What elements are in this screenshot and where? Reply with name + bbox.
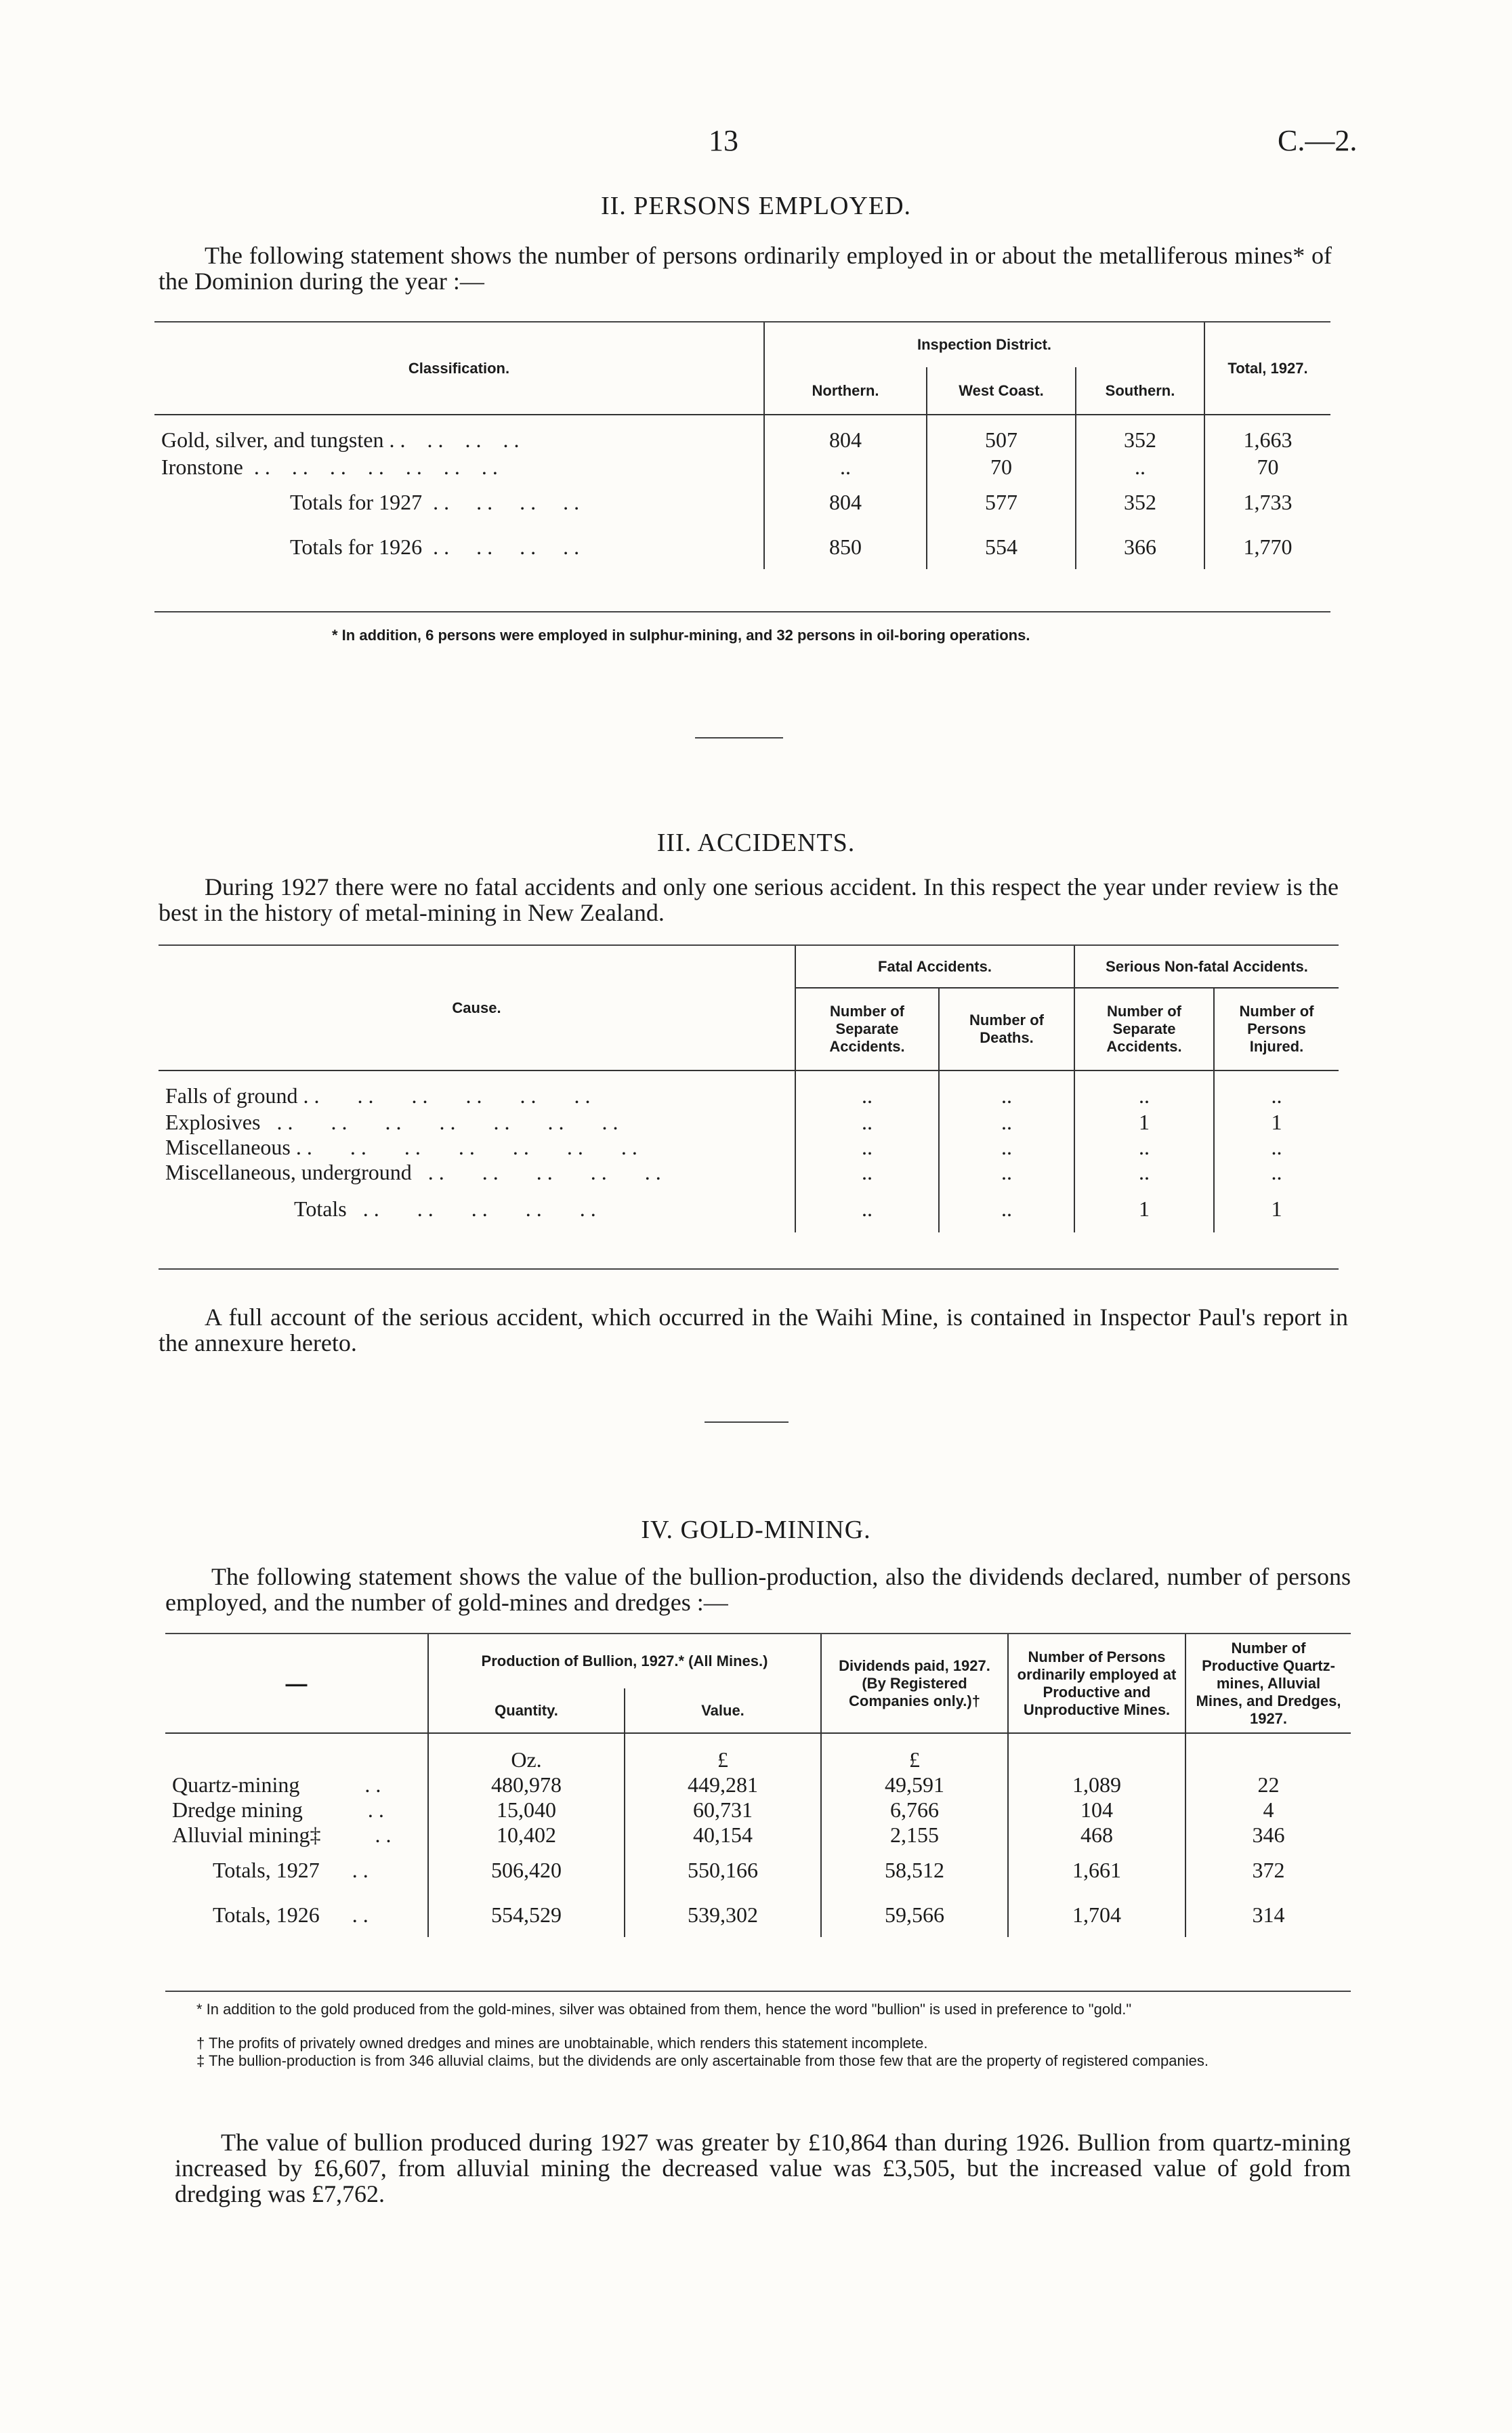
cell-quantity: 506,420 <box>428 1848 625 1892</box>
gold-footnote-alluvial: ‡ The bullion-production is from 346 alluvial claims, but the dividends are only ascertainable from those few that are the property of registered companies. <box>196 2052 1209 2069</box>
totals-row-1927 <box>154 480 1330 524</box>
gold-mining-closing: The value of bullion produced during 1927 was greater by £10,864 than during 1926. Bullion from quartz-mining increased by £6,607, from alluvial mining the decreased value was £3,505, but the increased value of gold from dredging was £7,762. <box>175 2129 1351 2207</box>
persons-employed-header: Number of Persons ordinarily employed at Productive and Unproductive Mines. <box>1008 1634 1185 1733</box>
table-row <box>159 1070 1339 1110</box>
gold-footnote-bullion: * In addition to the gold produced from the gold-mines, silver was obtained from them, hence the word "bullion" is used in preference to "gold." <box>196 2001 1132 2018</box>
row-label: Alluvial mining‡ . . <box>172 1823 392 1847</box>
west-coast-header: West Coast. <box>927 367 1076 415</box>
totals-row-1926 <box>154 524 1330 569</box>
cell-mines: 372 <box>1185 1848 1351 1892</box>
fatal-accidents-header: Fatal Accidents. <box>795 946 1074 988</box>
persons-injured-header: Number of Persons Injured. <box>1214 988 1339 1070</box>
cell-total: 1,663 <box>1204 415 1330 454</box>
row-label: Totals for 1926 . . . . . . . . <box>290 534 580 559</box>
persons-employed-intro: The following statement shows the number of persons ordinarily employed in or about the metalliferous mines* of the Dominion during the year :— <box>159 242 1332 295</box>
cell-quantity: 10,402 <box>428 1823 625 1848</box>
accidents-table <box>159 946 1339 1232</box>
cell-fatal-accidents: .. <box>795 1070 939 1110</box>
row-label: Totals, 1926 . . <box>213 1902 369 1927</box>
cell-fatal-accidents: .. <box>795 1160 939 1185</box>
cell-total: 70 <box>1204 454 1330 480</box>
cell-mines: 22 <box>1185 1772 1351 1797</box>
cell-quantity: 15,040 <box>428 1797 625 1823</box>
cell-northern: 804 <box>764 415 927 454</box>
cell-west-coast: 507 <box>927 415 1076 454</box>
productive-mines-header: Number of Productive Quartz-mines, Alluvial Mines, and Dredges, 1927. <box>1185 1634 1351 1733</box>
table-row <box>159 1160 1339 1185</box>
cell-persons-injured: .. <box>1214 1135 1339 1160</box>
cell-value: 539,302 <box>625 1892 821 1937</box>
cell-mines: 346 <box>1185 1823 1351 1848</box>
accidents-closing: A full account of the serious accident, which occurred in the Waihi Mine, is contained in Inspector Paul's report in the annexure hereto. <box>159 1304 1348 1356</box>
cell-serious-accidents: 1 <box>1074 1185 1214 1232</box>
row-label: Falls of ground . . . . . . . . . . . . <box>165 1083 591 1108</box>
quantity-header: Quantity. <box>428 1688 625 1733</box>
units-spacer <box>1008 1733 1185 1772</box>
unit-quantity: Oz. <box>428 1733 625 1772</box>
cell-deaths: .. <box>939 1135 1074 1160</box>
page-number: 13 <box>709 124 738 157</box>
cell-west-coast: 554 <box>927 524 1076 569</box>
total-1927-header: Total, 1927. <box>1204 323 1330 415</box>
gold-mining-table <box>165 1634 1351 1937</box>
cause-header: Cause. <box>452 999 501 1016</box>
cell-persons-injured: .. <box>1214 1070 1339 1110</box>
cell-persons-injured: .. <box>1214 1160 1339 1185</box>
cell-value: 60,731 <box>625 1797 821 1823</box>
row-label: Totals, 1927 . . <box>213 1857 369 1882</box>
cell-total: 1,770 <box>1204 524 1330 569</box>
gold-mining-intro: The following statement shows the value of the bullion-production, also the dividends declared, number of persons employed, and the number of gold-mines and dredges :— <box>165 1563 1351 1616</box>
fatal-separate-accidents-header: Number of Separate Accidents. <box>795 988 939 1070</box>
table-row <box>154 415 1330 454</box>
units-spacer <box>1185 1733 1351 1772</box>
value-header: Value. <box>625 1688 821 1733</box>
cell-dividends: 6,766 <box>821 1797 1008 1823</box>
table-row <box>154 454 1330 480</box>
row-label: Miscellaneous, underground . . . . . . . . . . <box>165 1160 661 1184</box>
cell-persons: 1,661 <box>1008 1848 1185 1892</box>
totals-row-1927 <box>165 1848 1351 1892</box>
cell-mines: 4 <box>1185 1797 1351 1823</box>
row-label: Miscellaneous . . . . . . . . . . . . . . <box>165 1135 637 1159</box>
section-title-gold-mining: IV. GOLD-MINING. <box>641 1516 871 1544</box>
production-header: Production of Bullion, 1927.* (All Mines.) <box>428 1634 821 1688</box>
cell-quantity: 554,529 <box>428 1892 625 1937</box>
unit-value: £ <box>625 1733 821 1772</box>
table-row <box>159 1135 1339 1160</box>
table-bottom-rule <box>159 1268 1339 1270</box>
cell-southern: .. <box>1076 454 1204 480</box>
cell-deaths: .. <box>939 1160 1074 1185</box>
units-spacer <box>165 1733 428 1772</box>
cell-deaths: .. <box>939 1185 1074 1232</box>
cell-serious-accidents: .. <box>1074 1135 1214 1160</box>
cell-fatal-accidents: .. <box>795 1110 939 1135</box>
persons-employed-footnote: * In addition, 6 persons were employed in sulphur-mining, and 32 persons in oil-boring operations. <box>332 627 1030 644</box>
table-row <box>165 1823 1351 1848</box>
cell-persons-injured: 1 <box>1214 1185 1339 1232</box>
serious-separate-accidents-header: Number of Separate Accidents. <box>1074 988 1214 1070</box>
cell-northern: .. <box>764 454 927 480</box>
unit-dividends: £ <box>821 1733 1008 1772</box>
cell-northern: 850 <box>764 524 927 569</box>
northern-header: Northern. <box>764 367 927 415</box>
document-reference: C.—2. <box>1278 124 1358 157</box>
cell-persons: 468 <box>1008 1823 1185 1848</box>
cell-persons: 1,704 <box>1008 1892 1185 1937</box>
table-row <box>159 1110 1339 1135</box>
row-label: Dredge mining . . <box>172 1797 384 1822</box>
gold-footnote-profits: † The profits of privately owned dredges and mines are unobtainable, which renders this statement incomplete. <box>196 2035 928 2052</box>
cell-southern: 352 <box>1076 415 1204 454</box>
cell-value: 449,281 <box>625 1772 821 1797</box>
dividends-header: Dividends paid, 1927. (By Registered Companies only.)† <box>821 1634 1008 1733</box>
cell-southern: 366 <box>1076 524 1204 569</box>
row-label: Explosives . . . . . . . . . . . . . . <box>165 1110 618 1134</box>
cell-dividends: 2,155 <box>821 1823 1008 1848</box>
cell-southern: 352 <box>1076 480 1204 524</box>
table-row <box>165 1797 1351 1823</box>
totals-row-1926 <box>165 1892 1351 1937</box>
classification-header: Classification. <box>408 359 510 377</box>
persons-employed-table <box>154 323 1330 569</box>
serious-accidents-header: Serious Non-fatal Accidents. <box>1074 946 1339 988</box>
units-row <box>165 1733 1351 1772</box>
table-bottom-rule <box>154 611 1330 612</box>
cell-serious-accidents: .. <box>1074 1160 1214 1185</box>
row-label: Quartz-mining . . <box>172 1772 381 1797</box>
cell-persons: 104 <box>1008 1797 1185 1823</box>
table-row <box>165 1772 1351 1797</box>
cell-value: 40,154 <box>625 1823 821 1848</box>
cell-dividends: 49,591 <box>821 1772 1008 1797</box>
fatal-deaths-header: Number of Deaths. <box>939 988 1074 1070</box>
label-column-header: — <box>285 1671 308 1696</box>
section-divider <box>705 1421 789 1423</box>
cell-serious-accidents: .. <box>1074 1070 1214 1110</box>
cell-persons-injured: 1 <box>1214 1110 1339 1135</box>
table-bottom-rule <box>165 1991 1351 1992</box>
cell-deaths: .. <box>939 1110 1074 1135</box>
totals-row <box>159 1185 1339 1232</box>
cell-west-coast: 577 <box>927 480 1076 524</box>
cell-quantity: 480,978 <box>428 1772 625 1797</box>
cell-northern: 804 <box>764 480 927 524</box>
cell-fatal-accidents: .. <box>795 1135 939 1160</box>
cell-persons: 1,089 <box>1008 1772 1185 1797</box>
cell-value: 550,166 <box>625 1848 821 1892</box>
row-label: Totals for 1927 . . . . . . . . <box>290 489 580 514</box>
cell-deaths: .. <box>939 1070 1074 1110</box>
cell-mines: 314 <box>1185 1892 1351 1937</box>
row-label: Gold, silver, and tungsten . . . . . . . . <box>161 428 520 452</box>
cell-fatal-accidents: .. <box>795 1185 939 1232</box>
cell-west-coast: 70 <box>927 454 1076 480</box>
cell-dividends: 59,566 <box>821 1892 1008 1937</box>
accidents-intro: During 1927 there were no fatal accidents and only one serious accident. In this respect the year under review is the best in the history of metal-mining in New Zealand. <box>159 873 1339 926</box>
inspection-district-header: Inspection District. <box>764 323 1204 367</box>
section-divider <box>695 737 783 739</box>
southern-header: Southern. <box>1076 367 1204 415</box>
cell-total: 1,733 <box>1204 480 1330 524</box>
cell-dividends: 58,512 <box>821 1848 1008 1892</box>
row-label: Ironstone . . . . . . . . . . . . . . <box>161 454 498 479</box>
cell-serious-accidents: 1 <box>1074 1110 1214 1135</box>
row-label: Totals . . . . . . . . . . <box>294 1196 596 1221</box>
section-title-persons-employed: II. PERSONS EMPLOYED. <box>600 192 912 220</box>
section-title-accidents: III. ACCIDENTS. <box>656 829 856 857</box>
